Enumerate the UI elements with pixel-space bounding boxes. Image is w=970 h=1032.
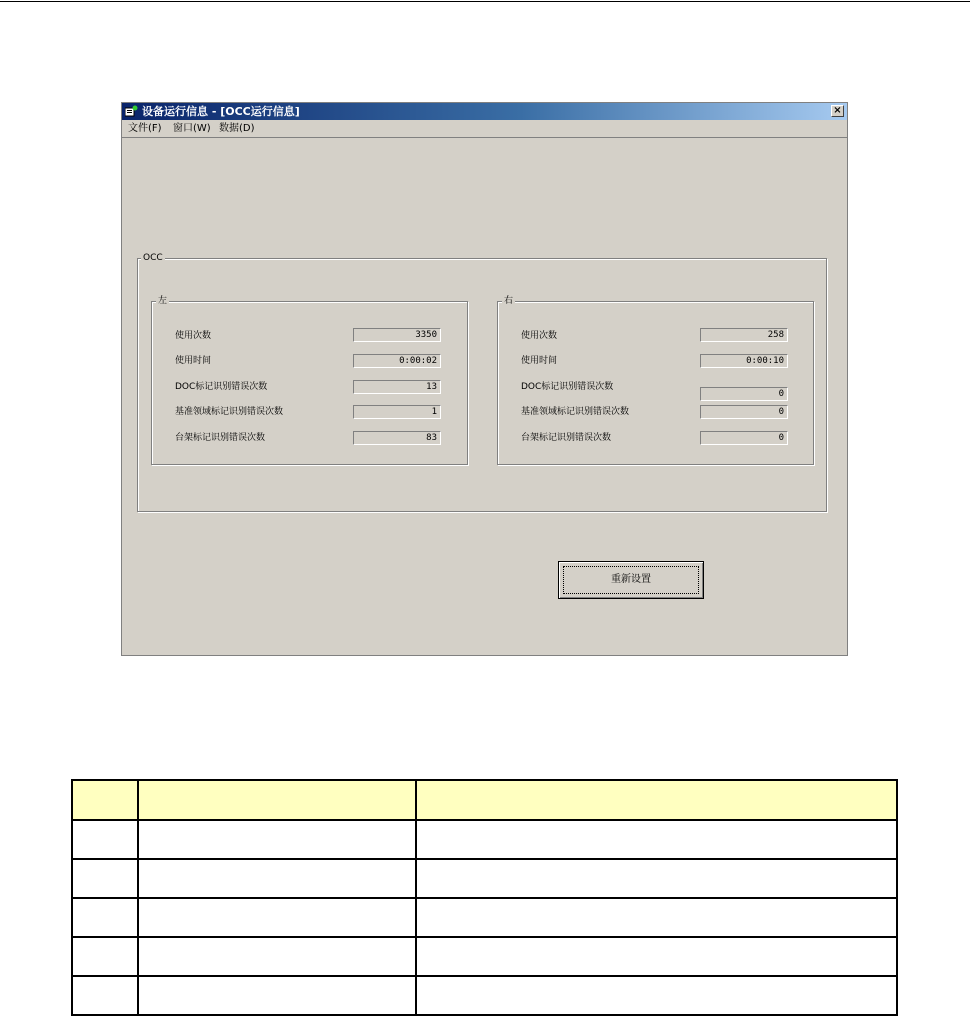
table-cell — [72, 937, 138, 976]
occ-group-label: OCC — [143, 253, 163, 263]
right-usage-time-label: 使用时间 — [521, 356, 558, 366]
left-stand-error-label: 台架标记识别错误次数 — [175, 433, 266, 443]
right-reference-error-value: 0 — [700, 405, 788, 419]
table-cell — [138, 859, 416, 898]
left-doc-error-value: 13 — [353, 380, 441, 394]
menu-data[interactable]: 数据(D) — [219, 123, 255, 134]
table-cell — [138, 976, 416, 1015]
table-row — [72, 859, 897, 898]
table-cell — [416, 937, 897, 976]
table-cell — [416, 820, 897, 859]
left-group-label: 左 — [158, 296, 168, 306]
menu-window[interactable]: 窗口(W) — [173, 123, 211, 134]
table-header-cell — [138, 780, 416, 820]
left-usage-time-value: 0:00:02 — [353, 354, 441, 368]
close-icon: × — [833, 105, 842, 116]
table-cell — [72, 976, 138, 1015]
title-bar[interactable] — [122, 103, 847, 120]
table-cell — [72, 859, 138, 898]
table-row — [72, 820, 897, 859]
app-icon — [125, 105, 138, 117]
right-doc-error-label: DOC标记识别错误次数 — [521, 382, 614, 392]
table-cell — [416, 898, 897, 937]
window-title: 设备运行信息 - [OCC运行信息] — [142, 105, 300, 118]
reset-button[interactable] — [558, 561, 704, 599]
left-usage-count-value: 3350 — [353, 328, 441, 342]
table-row — [72, 976, 897, 1015]
table-header-row — [72, 780, 897, 820]
right-stand-error-label: 台架标记识别错误次数 — [521, 433, 612, 443]
right-usage-time-value: 0:00:10 — [700, 354, 788, 368]
left-usage-time-label: 使用时间 — [175, 356, 212, 366]
left-stand-error-value: 83 — [353, 431, 441, 445]
right-reference-error-label: 基准领域标记识别错误次数 — [521, 407, 630, 417]
table-cell — [138, 898, 416, 937]
occ-info-window — [121, 102, 848, 656]
table-cell — [138, 937, 416, 976]
right-doc-error-value: 0 — [700, 387, 788, 401]
left-usage-count-label: 使用次数 — [175, 331, 212, 341]
table-header-cell — [72, 780, 138, 820]
close-button[interactable] — [831, 105, 844, 117]
description-table — [71, 779, 898, 1016]
table-header-cell — [416, 780, 897, 820]
right-usage-count-label: 使用次数 — [521, 331, 558, 341]
reset-button-label: 重新设置 — [611, 574, 651, 585]
table-cell — [138, 820, 416, 859]
right-stand-error-value: 0 — [700, 431, 788, 445]
table-cell — [416, 976, 897, 1015]
left-reference-error-label: 基准领域标记识别错误次数 — [175, 407, 284, 417]
table-cell — [416, 859, 897, 898]
table-cell — [72, 898, 138, 937]
left-reference-error-value: 1 — [353, 405, 441, 419]
table-row — [72, 898, 897, 937]
left-doc-error-label: DOC标记识别错误次数 — [175, 382, 268, 392]
right-group-label: 右 — [504, 296, 514, 306]
table-cell — [72, 820, 138, 859]
menu-bar — [122, 120, 847, 137]
right-usage-count-value: 258 — [700, 328, 788, 342]
table-row — [72, 937, 897, 976]
menu-file[interactable]: 文件(F) — [128, 123, 162, 134]
page-top-rule — [0, 1, 970, 2]
